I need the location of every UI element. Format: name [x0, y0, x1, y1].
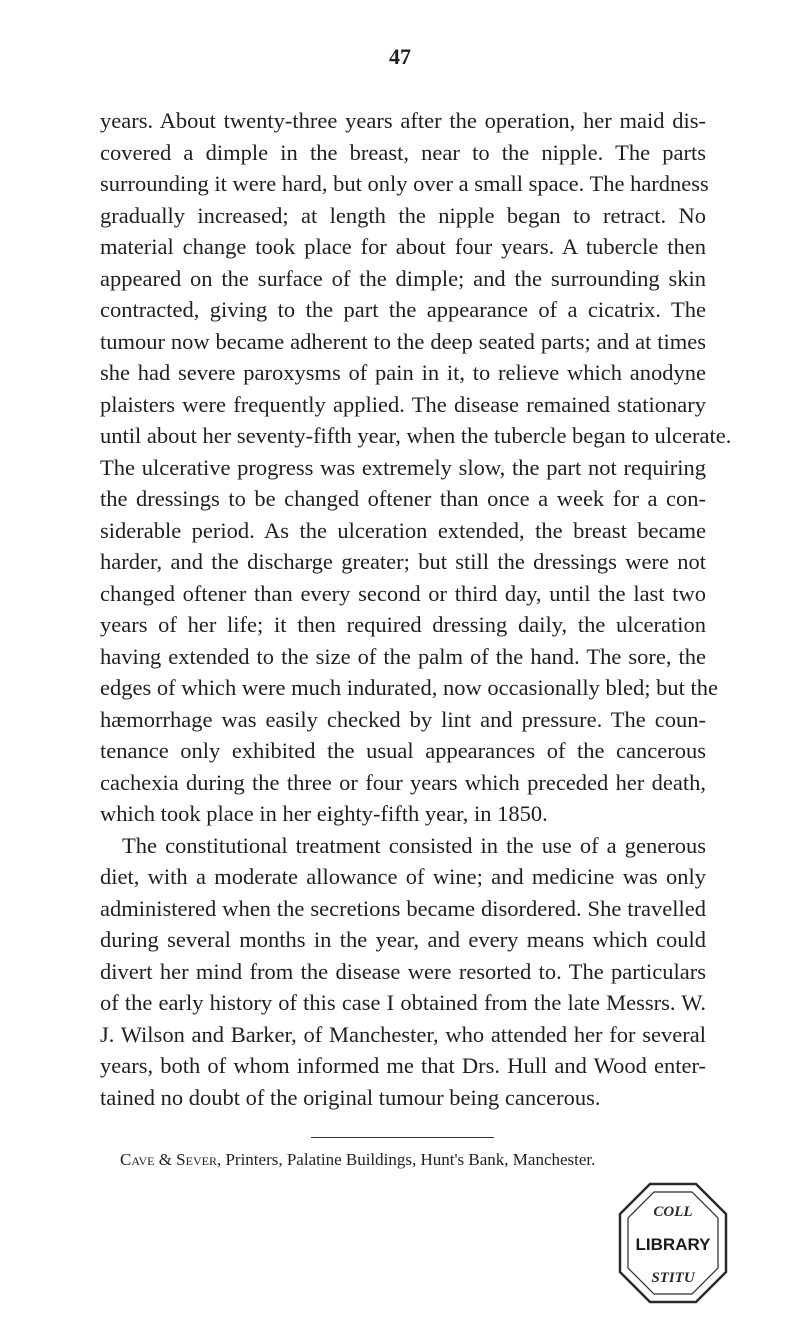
stamp-bottom-text: STITU [651, 1270, 695, 1286]
text-line: The ulcerative progress was extremely slow, the part not requiring [100, 454, 706, 480]
text-line: diet, with a moderate allowance of wine; and medicine was only [100, 864, 706, 889]
text-line: plaisters were frequently applied. The disease remained stationary [100, 391, 706, 417]
text-line: surrounding it were hard, but only over a small space. The hardness [100, 171, 709, 196]
body-text [100, 105, 732, 1113]
text-line: covered a dimple in the breast, near to the nipple. The parts [100, 139, 706, 165]
stamp-top-text: COLL [653, 1204, 693, 1220]
text-line: of the early history of this case I obtained from the late Messrs. W. [100, 990, 706, 1015]
text-line: years. About twenty-three years after the operation, her maid dis- [100, 108, 706, 133]
text-line: she had severe paroxysms of pain in it, to relieve which anodyne [100, 360, 706, 385]
text-line: years, both of whom informed me that Drs. Hull and Wood enter- [100, 1053, 706, 1078]
text-line: cachexia during the three or four years which preceded her death, [100, 769, 706, 795]
text-line: siderable period. As the ulceration extended, the breast became [100, 517, 706, 543]
text-line: material change took place for about four years. A tubercle then [100, 234, 706, 259]
text-line: harder, and the discharge greater; but still the dressings were not [100, 549, 706, 574]
text-line: the dressings to be changed oftener than once a week for a con- [100, 486, 706, 511]
text-line: during several months in the year, and every means which could [100, 927, 706, 952]
paragraph-2 [100, 830, 706, 1114]
text-line: hæmorrhage was easily checked by lint and pressure. The coun- [100, 706, 706, 732]
page-number: 47 [389, 44, 411, 69]
text-line: tumour now became adherent to the deep seated parts; and at times [100, 328, 706, 354]
text-line: gradually increased; at length the nipple began to retract. No [100, 202, 706, 228]
text-line: years of her life; it then required dressing daily, the ulceration [100, 612, 706, 637]
printer-imprint [120, 1150, 740, 1170]
text-line: divert her mind from the disease were resorted to. The particulars [100, 958, 706, 984]
printer-address: Printers, Palatine Buildings, Hunt's Bank, Manchester. [221, 1150, 596, 1169]
text-line: edges of which were much indurated, now occasionally bled; but the [100, 675, 718, 700]
text-line: until about her seventy-fifth year, when the tubercle began to ulcerate. [100, 423, 732, 448]
text-line: changed oftener than every second or third day, until the last two [100, 580, 706, 606]
text-line: tained no doubt of the original tumour being cancerous. [100, 1084, 601, 1110]
text-line: contracted, giving to the part the appearance of a cicatrix. The [100, 297, 706, 322]
text-line: administered when the secretions became disordered. She travelled [100, 895, 706, 921]
text-line: The constitutional treatment consisted in the use of a generous [122, 832, 706, 858]
paragraph-1 [100, 105, 732, 830]
text-line: having extended to the size of the palm of the hand. The sore, the [100, 643, 706, 669]
text-line: which took place in her eighty-fifth year, in 1850. [100, 801, 548, 826]
footer-rule [311, 1137, 494, 1138]
text-line: appeared on the surface of the dimple; and the surrounding skin [100, 265, 706, 291]
text-line: tenance only exhibited the usual appearances of the cancerous [100, 738, 706, 763]
printer-names: Cave & Sever, [120, 1150, 222, 1169]
stamp-center-text: LIBRARY [635, 1235, 711, 1254]
library-stamp-icon [614, 1178, 732, 1308]
text-line: J. Wilson and Barker, of Manchester, who attended her for several [100, 1021, 706, 1047]
